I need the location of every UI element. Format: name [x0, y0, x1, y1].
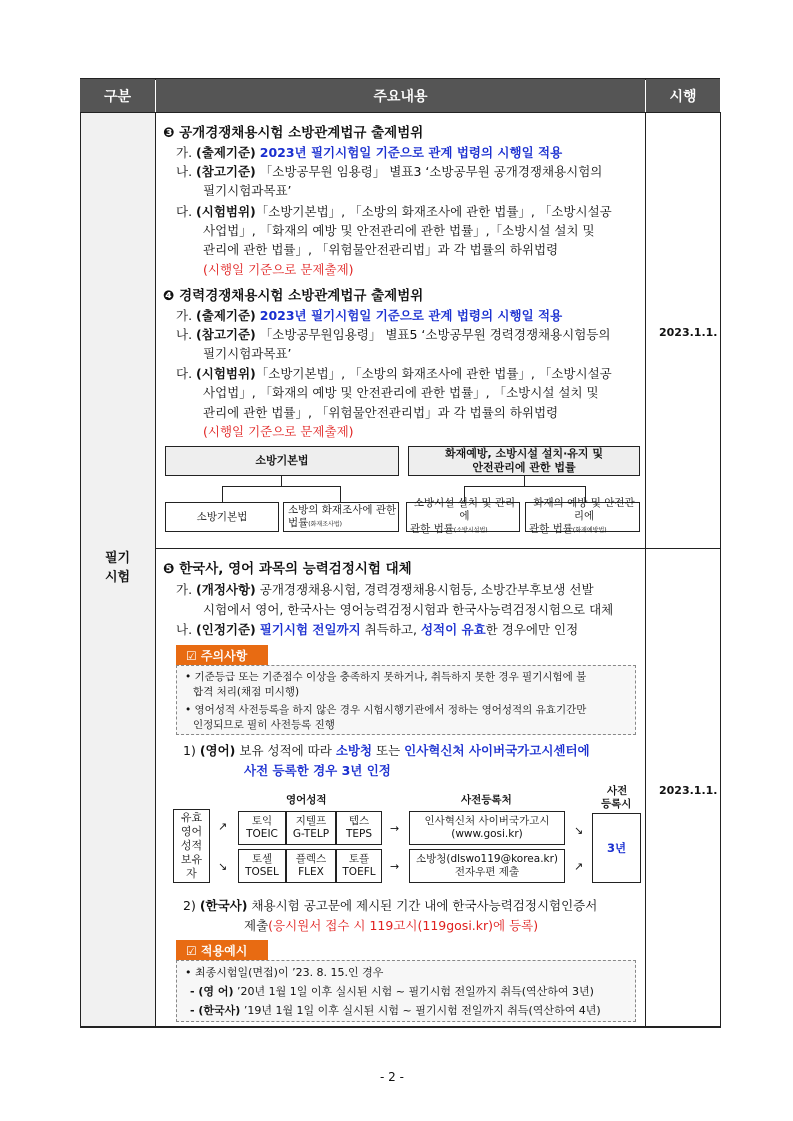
law-child-line: 화재의 예방 및 안전관리에	[533, 497, 635, 522]
notice-item-2-cont: 인정되므로 필히 사전등록 진행	[193, 719, 335, 731]
item-prefix: 다.	[176, 204, 197, 219]
item-prefix: 가.	[176, 582, 197, 597]
eng-reg-gosi	[409, 811, 565, 845]
item-emphasis: 2023년 필기시험일 기준으로 관계 법령의 시행일 적용	[259, 308, 563, 323]
item-prefix: 1)	[183, 743, 200, 758]
header-bottom-border	[80, 112, 720, 113]
notice-item-2: • 영어성적 사전등록을 하지 않은 경우 시험시행기관에서 정하는 영어성적의 유효기간만	[185, 704, 587, 716]
section5-item-a	[176, 582, 594, 598]
item-prefix: 나.	[176, 622, 197, 637]
section4-item-b-cont: 필기시험과목표’	[203, 346, 292, 361]
notice-tag: ☑ 주의사항	[176, 645, 268, 665]
notice-item-1-cont: 합격 처리(채점 미시행)	[193, 686, 300, 698]
section5-item-a-cont: 시험에서 영어, 한국사는 영어능력검정시험과 한국사능력검정시험으로 대체	[203, 602, 614, 617]
reg-line: 인사혁신처 사이버국가고시	[424, 815, 550, 827]
item-emphasis: (응시원서 접수 시 119고시(119gosi.kr)에 등록)	[268, 918, 539, 933]
test-name-ko: 텝스	[348, 815, 370, 827]
section3-item-c	[176, 204, 612, 220]
eng-test-teps	[336, 811, 382, 845]
item-label: (영어)	[199, 743, 236, 758]
section5-title	[163, 561, 412, 577]
category-label-1: 필기	[105, 551, 131, 566]
section5-item-b	[176, 622, 578, 638]
eng-head-scores: 영어성적	[286, 794, 327, 806]
english-rule-cont: 사전 등록한 경우 3년 인정	[244, 763, 391, 778]
connector	[222, 486, 223, 502]
table-right-border	[720, 112, 721, 1027]
item-text: 제출	[244, 918, 269, 933]
column-divider-1	[155, 112, 156, 1027]
eng-result-box	[592, 813, 641, 883]
eng-head-result-2: 등록시	[601, 798, 632, 810]
connector	[281, 476, 282, 486]
holder-line: 유효	[180, 811, 203, 824]
test-name-ko: 토익	[251, 815, 273, 827]
item-prefix: 가.	[176, 145, 197, 160]
reg-line: (www.gosi.kr)	[451, 828, 523, 840]
item-label: (시험범위)	[196, 204, 256, 219]
notice-item-1: • 기준등급 또는 기준점수 이상을 충족하지 못하거나, 취득하지 못한 경우 필기시험에 불	[185, 671, 587, 683]
law-child-line: 법률	[288, 516, 309, 529]
section4-item-c-cont2: 관리에 관한 법률」, 「위험물안전관리법」과 각 법률의 하위법령	[203, 405, 559, 420]
example-label: - (영 어)	[190, 985, 234, 998]
law-child-fire-prevention	[525, 497, 640, 535]
section3-item-c-cont2: 관리에 관한 법률」, 「위험물안전관리법」과 각 법률의 하위법령	[203, 242, 559, 257]
item-emphasis: 2023년 필기시험일 기준으로 관계 법령의 시행일 적용	[259, 145, 563, 160]
eng-head-result-1: 사전	[607, 785, 628, 797]
item-prefix: 가.	[176, 308, 197, 323]
section3-item-a	[176, 145, 562, 161]
test-name-en: TEPS	[345, 828, 373, 840]
test-name-ko: 지텔프	[295, 815, 327, 827]
section3-item-b-cont: 필기시험과목표’	[203, 183, 292, 198]
holder-line: 성적	[180, 839, 203, 852]
test-name-en: FLEX	[298, 866, 324, 878]
section4-item-b	[176, 327, 610, 343]
effective-date-2: 2023.1.1.	[659, 784, 718, 797]
english-rule	[183, 743, 590, 759]
history-rule-cont	[244, 918, 538, 934]
example-label: - (한국사)	[190, 1004, 241, 1017]
section3-item-c-note: (시행일 기준으로 문제출제)	[203, 262, 354, 277]
arrow-ne-icon: ↗	[218, 820, 228, 833]
section4-item-c-note: (시행일 기준으로 문제출제)	[203, 424, 354, 439]
item-emphasis: 필기시험 전일까지	[259, 622, 361, 637]
section4-item-a	[176, 308, 562, 324]
connector	[524, 476, 525, 486]
example-item-2	[190, 985, 594, 999]
holder-line: 영어	[180, 825, 203, 838]
law-child-line: 소방의 화재조사에 관한	[288, 503, 397, 516]
section4-title	[163, 288, 423, 304]
page-number: - 2 -	[380, 1070, 404, 1084]
reg-line: 전자우편 제출	[454, 866, 520, 878]
arrow-right-icon: →	[390, 860, 400, 873]
item-text: 공개경쟁채용시험, 경력경쟁채용시험등, 소방간부후보생 선발	[259, 582, 594, 597]
eng-test-gtelp	[286, 811, 336, 845]
item-label: (한국사)	[199, 898, 248, 913]
item-text: 「소방기본법」, 「소방의 화재조사에 관한 법률」, 「소방시설공	[255, 204, 612, 219]
arrow-se-icon: ↘	[218, 860, 228, 873]
item-label: (인정기준)	[196, 622, 256, 637]
item-label: (출제기준)	[196, 145, 256, 160]
arrow-se-icon: ↘	[574, 824, 584, 837]
eng-test-flex	[286, 849, 336, 883]
effective-date-1: 2023.1.1.	[659, 326, 718, 339]
section3-title-text: 공개경쟁채용시험 소방관계법규 출제범위	[179, 125, 424, 141]
reg-line: 소방청(dlswo119@korea.kr)	[415, 853, 559, 865]
section3-number: ❸	[163, 125, 175, 141]
header-date: 시행	[646, 79, 720, 112]
item-text: 한 경우에만 인정	[485, 622, 579, 637]
item-prefix: 나.	[176, 327, 197, 342]
test-name-ko: 토셀	[251, 853, 273, 865]
table-bottom-border	[80, 1026, 721, 1028]
section4-number: ❹	[163, 288, 175, 304]
example-tag: ☑ 적용예시	[176, 940, 268, 960]
item-text: 채용시험 공고문에 제시된 기간 내에 한국사능력검정시험인증서	[247, 898, 598, 913]
item-label: (출제기준)	[196, 308, 256, 323]
item-prefix: 나.	[176, 164, 197, 179]
test-name-ko: 플렉스	[295, 853, 327, 865]
item-text: 「소방공무원 임용령」 별표3 ‘소방공무원 공개경쟁채용시험의	[259, 164, 603, 179]
header-content: 주요내용	[156, 79, 645, 112]
example-text: ’20년 1월 1일 이후 실시된 시험 ~ 필기시험 전일까지 취득(역산하여 3년)	[233, 985, 594, 998]
item-emphasis: 성적이 유효	[420, 622, 486, 637]
item-text: 또는	[372, 743, 405, 758]
section5-title-text: 한국사, 영어 과목의 능력검정시험 대체	[179, 561, 412, 577]
eng-test-toeic	[238, 811, 286, 845]
law-box-fire-prevention	[408, 446, 640, 476]
arrow-right-icon: →	[390, 822, 400, 835]
row-divider	[155, 548, 721, 549]
connector	[464, 486, 586, 487]
law-child-line: 관한 법률	[529, 523, 573, 535]
item-emphasis: 인사혁신처 사이버국가고시센터에	[404, 743, 590, 758]
law-child-fire-facility	[406, 497, 520, 535]
eng-holder-box	[173, 809, 210, 883]
section4-item-c-cont1: 사업법」, 「화재의 예방 및 안전관리에 관한 법률」, 「소방시설 설치 및	[203, 385, 599, 400]
law-child-abbr: (화재조사법)	[308, 520, 342, 528]
holder-line: 보유	[180, 853, 203, 866]
connector	[340, 486, 341, 502]
law-child-fire-basic: 소방기본법	[165, 502, 279, 532]
test-name-en: TOEIC	[246, 828, 278, 840]
item-label: (참고기준)	[196, 327, 256, 342]
category-label-2: 시험	[105, 570, 131, 585]
law-child-line: 소방시설 설치 및 관리에	[413, 497, 516, 522]
law-box-line: 안전관리에 관한 법률	[472, 461, 576, 474]
holder-line: 자	[186, 867, 197, 880]
law-child-abbr: (화재예방법)	[572, 527, 607, 534]
test-name-en: TOEFL	[342, 866, 376, 878]
item-text: 「소방공무원임용령」 별표5 ‘소방공무원 경력경쟁채용시험등의	[259, 327, 611, 342]
connector	[222, 486, 341, 487]
example-item-3	[190, 1004, 601, 1018]
result-value: 3년	[606, 840, 627, 855]
eng-test-tosel	[238, 849, 286, 883]
item-text: 취득하고,	[360, 622, 421, 637]
item-emphasis: 소방청	[335, 743, 373, 758]
law-child-abbr: (소방시설법)	[453, 527, 488, 534]
item-text: 보유 성적에 따라	[235, 743, 336, 758]
test-name-ko: 토플	[348, 853, 370, 865]
item-prefix: 2)	[183, 898, 200, 913]
section3-title	[163, 125, 423, 141]
column-divider-2	[645, 112, 646, 1027]
header-category: 구분	[80, 79, 155, 112]
law-child-line: 관한 법률	[410, 523, 454, 535]
item-label: (개정사항)	[196, 582, 256, 597]
section4-item-c	[176, 366, 612, 382]
test-name-en: G-TELP	[292, 828, 330, 840]
eng-test-toefl	[336, 849, 382, 883]
section3-item-b	[176, 164, 602, 180]
item-label: (시험범위)	[196, 366, 256, 381]
item-text: 「소방기본법」, 「소방의 화재조사에 관한 법률」, 「소방시설공	[255, 366, 612, 381]
law-child-fire-investigation	[283, 502, 399, 532]
eng-head-registration: 사전등록처	[461, 794, 512, 806]
section4-title-text: 경력경쟁채용시험 소방관계법규 출제범위	[179, 288, 424, 304]
example-item-1: • 최종시험일(면접)이 ’23. 8. 15.인 경우	[185, 966, 384, 979]
eng-reg-fire-agency	[409, 849, 565, 883]
section5-number: ❺	[163, 561, 175, 577]
section3-item-c-cont1: 사업법」, 「화재의 예방 및 안전관리에 관한 법률」,「소방시설 설치 및	[203, 223, 595, 238]
law-box-fire-basic: 소방기본법	[165, 446, 399, 476]
example-text: ’19년 1월 1일 이후 실시된 시험 ~ 필기시험 전일까지 취득(역산하여 4년)	[240, 1004, 601, 1017]
item-prefix: 다.	[176, 366, 197, 381]
item-label: (참고기준)	[196, 164, 256, 179]
law-box-line: 화재예방, 소방시설 설치·유지 및	[445, 447, 603, 460]
arrow-ne-icon: ↗	[574, 860, 584, 873]
history-rule	[183, 898, 597, 914]
test-name-en: TOSEL	[245, 866, 279, 878]
